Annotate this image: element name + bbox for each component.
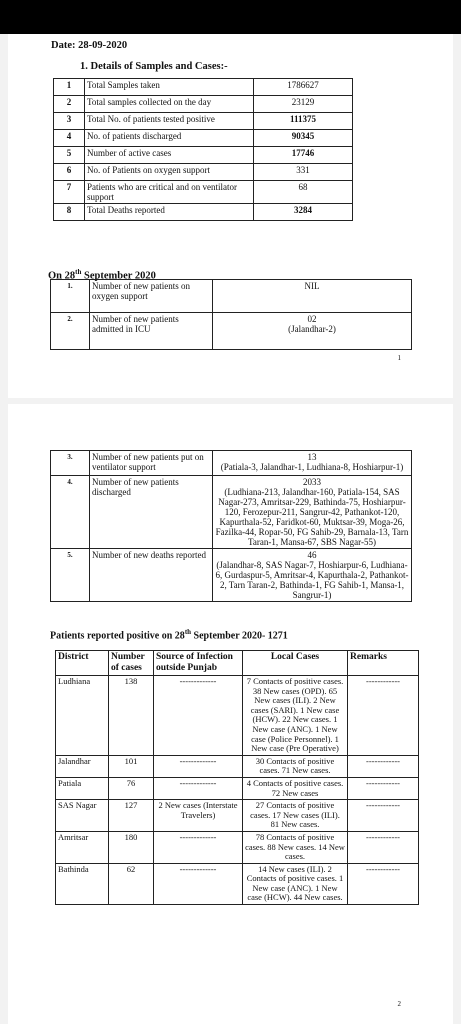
row-value: 2033 (Ludhiana-213, Jalandhar-160, Patiala-154, SAS Nagar-273, Amritsar-229, Bathinda-75, Hoshiarpur-120, Ferozepur-211, Sangrur-42, Pathankot-120, Kapurthala-52, Faridkot-60, Muktsar-39, Moga-26, Fazilka-44, Ropar-50, FG Sahib-29, Barnala-13, Tarn Taran-1, Mansa-67, SBS Nagar-55) [213,476,412,549]
row-value: 46 (Jalandhar-8, SAS Nagar-7, Hoshiarpur-6, Ludhiana-6, Gurdaspur-5, Amritsar-4, Kapurthala-2, Pathankot-2, Tarn Taran-2, Bathinda-1, FG Sahib-1, Mansa-1, Sangrur-1) [213,549,412,602]
header-district: District [56,651,109,676]
district-name: Bathinda [56,863,109,904]
table-row [51,549,412,602]
row-value: 3284 [254,204,353,221]
document-page-1 [8,34,453,398]
row-label: Number of new patients on oxygen support [90,280,213,313]
row-number: 3. [51,451,90,476]
document-page-2 [8,404,453,1024]
section-title-samples: 1. Details of Samples and Cases:- [80,61,228,72]
row-number: 2 [54,96,85,113]
table-row [51,476,412,549]
case-count: 62 [109,863,154,904]
table-row [56,676,419,756]
row-value: 02 (Jalandhar-2) [213,313,412,350]
header-number-of-cases: Number of cases [109,651,154,676]
row-label: Number of new deaths reported [90,549,213,602]
row-label: Patients who are critical and on ventilator support [85,181,254,204]
remarks: ------------ [348,863,419,904]
row-value: 23129 [254,96,353,113]
case-count: 138 [109,676,154,756]
page-number: 1 [397,354,401,362]
row-number: 8 [54,204,85,221]
report-date: Date: 28-09-2020 [51,40,128,51]
table-row [54,113,353,130]
case-count: 127 [109,800,154,832]
table-row [54,130,353,147]
table-row [51,451,412,476]
positive-cases-heading: Patients reported positive on 28th September 2020- 1271 [50,628,288,642]
row-label: Total No. of patients tested positive [85,113,254,130]
table-row [54,79,353,96]
local-cases: 30 Contacts of positive cases. 71 New cases. [243,755,348,777]
new-today-table-part1 [50,279,412,350]
table-row [56,777,419,799]
table-row [56,863,419,904]
header-local-cases: Local Cases [243,651,348,676]
new-today-table-part2 [50,450,412,602]
row-number: 5 [54,147,85,164]
table-row [51,313,412,350]
table-row [54,164,353,181]
row-number: 5. [51,549,90,602]
remarks: ------------ [348,676,419,756]
remarks: ------------ [348,777,419,799]
row-label: Total samples collected on the day [85,96,254,113]
table-row [54,96,353,113]
source-of-infection: ------------- [154,777,243,799]
row-value: 17746 [254,147,353,164]
on-date-heading: On 28th September 2020 [48,268,156,282]
row-number: 1 [54,79,85,96]
row-value: NIL [213,280,412,313]
local-cases: 14 New cases (ILI). 2 Contacts of positive cases. 1 New case (ANC). 1 New case (HCW). 44 New cases. [243,863,348,904]
source-of-infection: ------------- [154,755,243,777]
district-name: SAS Nagar [56,800,109,832]
row-label: Number of new patients discharged [90,476,213,549]
remarks: ------------ [348,831,419,863]
header-source-of-infection: Source of Infection outside Punjab [154,651,243,676]
case-count: 76 [109,777,154,799]
local-cases: 7 Contacts of positive cases. 38 New cases (OPD). 65 New cases (ILI). 2 New cases (SARI). 1 New case (HCW). 22 New cases. 1 New case (ANC). 1 New case (Police Personnel). 1 New case (Pre Operative) [243,676,348,756]
row-number: 2. [51,313,90,350]
district-name: Patiala [56,777,109,799]
remarks: ------------ [348,755,419,777]
local-cases: 78 Contacts of positive cases. 88 New cases. 14 New cases. [243,831,348,863]
header-remarks: Remarks [348,651,419,676]
case-count: 180 [109,831,154,863]
top-bar [0,0,461,34]
source-of-infection: ------------- [154,831,243,863]
district-name: Ludhiana [56,676,109,756]
row-label: Number of new patients admitted in ICU [90,313,213,350]
district-name: Jalandhar [56,755,109,777]
remarks: ------------ [348,800,419,832]
row-value: 90345 [254,130,353,147]
source-of-infection: ------------- [154,676,243,756]
row-value: 111375 [254,113,353,130]
district-cases-table [55,650,419,905]
source-of-infection: ------------- [154,863,243,904]
row-value: 1786627 [254,79,353,96]
row-number: 7 [54,181,85,204]
source-of-infection: 2 New cases (Interstate Travelers) [154,800,243,832]
table-row [51,280,412,313]
row-label: Number of new patients put on ventilator support [90,451,213,476]
row-value: 68 [254,181,353,204]
row-label: Number of active cases [85,147,254,164]
row-number: 3 [54,113,85,130]
table-row [56,755,419,777]
table-row [54,181,353,204]
row-label: No. of patients discharged [85,130,254,147]
row-number: 6 [54,164,85,181]
row-label: Total Samples taken [85,79,254,96]
table-row [54,147,353,164]
local-cases: 27 Contacts of positive cases. 17 New cases (ILI). 81 New cases. [243,800,348,832]
district-name: Amritsar [56,831,109,863]
row-value: 13 (Patiala-3, Jalandhar-1, Ludhiana-8, Hoshiarpur-1) [213,451,412,476]
table-header-row [56,651,419,676]
table-row [56,831,419,863]
local-cases: 4 Contacts of positive cases. 72 New cases [243,777,348,799]
row-number: 4. [51,476,90,549]
table-row [54,204,353,221]
row-number: 1. [51,280,90,313]
row-value: 331 [254,164,353,181]
row-label: Total Deaths reported [85,204,254,221]
page-number: 2 [397,1000,401,1008]
row-number: 4 [54,130,85,147]
samples-cases-table [53,78,353,221]
table-row [56,800,419,832]
row-label: No. of Patients on oxygen support [85,164,254,181]
case-count: 101 [109,755,154,777]
